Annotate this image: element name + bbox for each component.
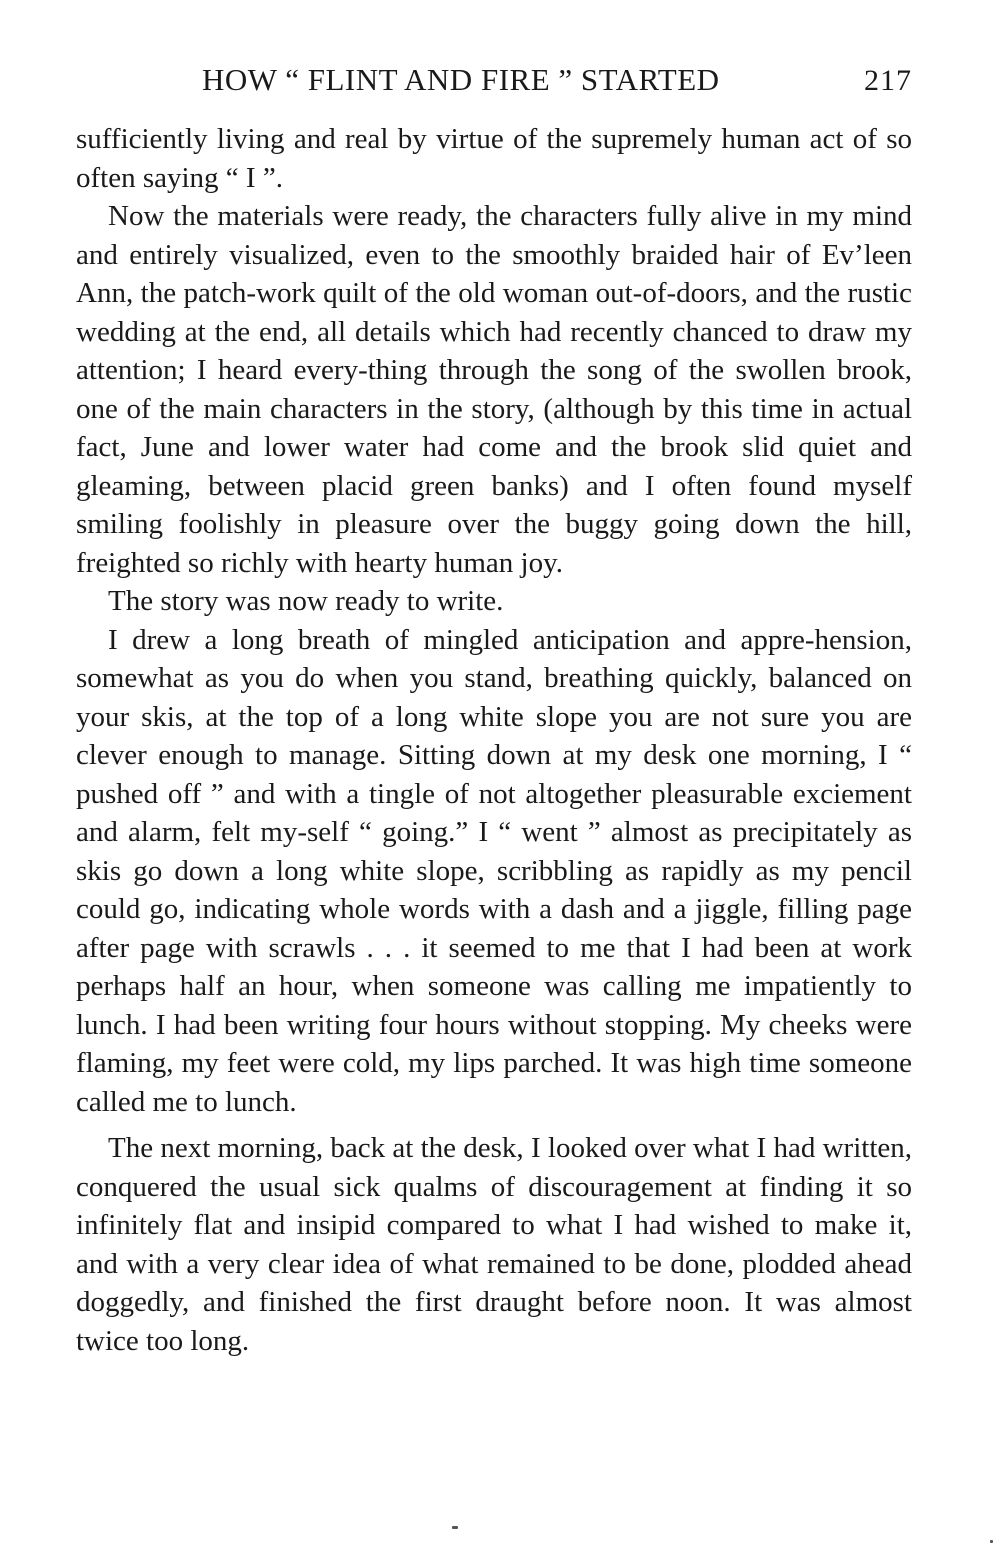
- paragraph-continued: sufficiently living and real by virtue of the supremely human act of so often saying “ I ”.: [76, 123, 912, 194]
- paragraph: Now the materials were ready, the characters fully alive in my mind and entirely visualized, even to the smoothly braided hair of Ev’leen Ann, the patch-work quilt of the old woman out-of-doors, and the rustic wedding at the end, all details which had recently chanced to draw my attention; I heard every-thing through the song of the swollen brook, one of the main characters in the story, (although by this time in actual fact, June and lower water had come and the brook slid quiet and gleaming, between placid green banks) and I often found myself smiling foolishly in pleasure over the buggy going down the hill, freighted so richly with hearty human joy.: [76, 200, 912, 579]
- page-number: 217: [864, 64, 912, 97]
- paragraph: The story was now ready to write.: [108, 585, 504, 617]
- body-text: [76, 120, 912, 1360]
- paragraph: I drew a long breath of mingled anticipation and appre-hension, somewhat as you do when you stand, breathing quickly, balanced on your skis, at the top of a long white slope you are not sure you are clever enough to manage. Sitting down at my desk one morning, I “ pushed off ” and with a tingle of not altogether pleasurable exciement and alarm, felt my-self “ going.” I “ went ” almost as precipitately as skis go down a long white slope, scribbling as rapidly as my pencil could go, indicating whole words with a dash and a jiggle, filling page after page with scrawls . . . it seemed to me that I had been at work perhaps half an hour, when someone was calling me impatiently to lunch. I had been writing four hours without stopping. My cheeks were flaming, my feet were cold, my lips parched. It was high time someone called me to lunch.: [76, 623, 912, 1118]
- running-header: [76, 58, 912, 106]
- ink-speck: [452, 1526, 458, 1529]
- running-title: HOW “ FLINT AND FIRE ” STARTED: [202, 62, 720, 97]
- book-page: [76, 58, 912, 1498]
- ink-speck: [990, 1540, 993, 1543]
- paragraph: The next morning, back at the desk, I looked over what I had written, conquered the usual sick qualms of discouragement at finding it so infinitely flat and insipid compared to what I had wished to make it, and with a very clear idea of what remained to be done, plodded ahead doggedly, and finished the first draught before noon. It was almost twice too long.: [76, 1132, 912, 1357]
